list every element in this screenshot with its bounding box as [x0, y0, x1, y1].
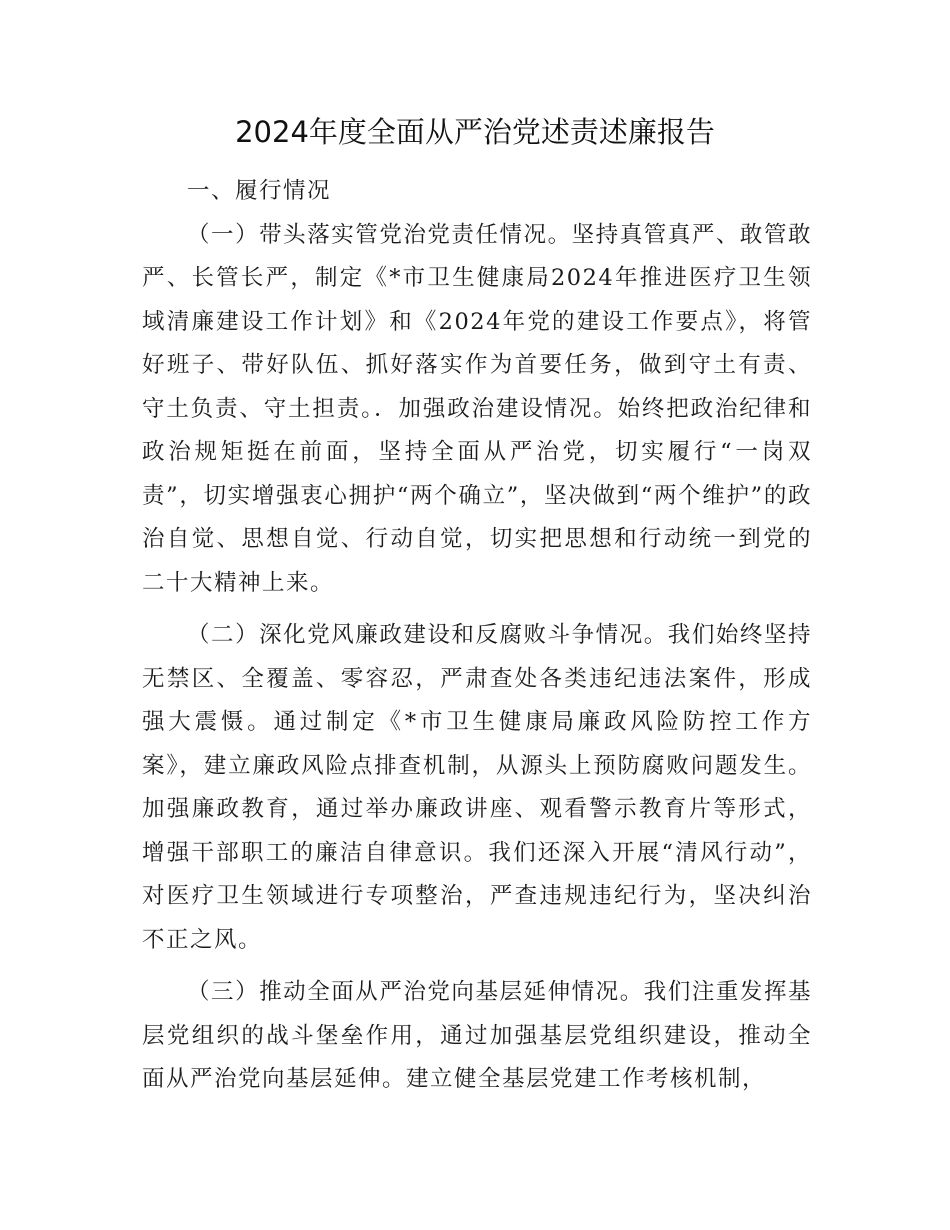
- paragraph-2: （二）深化党风廉政建设和反腐败斗争情况。我们始终坚持无禁区、全覆盖、零容忍，严肃查处各类违纪违法案件，形成强大震慑。通过制定《*市卫生健康局廉政风险防控工作方案》，建立廉政风险点排查机制，从源头上预防腐败问题发生。加强廉政教育，通过举办廉政讲座、观看警示教育片等形式，增强干部职工的廉洁自律意识。我们还深入开展“清风行动”，对医疗卫生领域进行专项整治，严查违规违纪行为，坚决纠治不正之风。: [142, 622, 812, 953]
- document-title: 2024年度全面从严治党述责述廉报告: [235, 115, 715, 149]
- paragraph-1: （一）带头落实管党治党责任情况。坚持真管真严、敢管敢严、长管长严，制定《*市卫生健康局2024年推进医疗卫生领域清廉建设工作计划》和《2024年党的建设工作要点》，将管好班子、带好队伍、抓好落实作为首要任务，做到守土有责、守土负责、守土担责。．加强政治建设情况。始终把政治纪律和政治规矩挺在前面，坚持全面从严治党，切实履行“一岗双责”，切实增强衷心拥护“两个确立”，坚决做到“两个维护”的政治自觉、思想自觉、行动自觉，切实把思想和行动统一到党的二十大精神上来。: [142, 221, 812, 596]
- section-heading: 一、履行情况: [187, 178, 332, 204]
- document-body: [142, 170, 812, 1111]
- paragraph-3: （三）推动全面从严治党向基层延伸情况。我们注重发挥基层党组织的战斗堡垒作用，通过加强基层党组织建设，推动全面从严治党向基层延伸。建立健全基层党建工作考核机制，: [142, 979, 812, 1092]
